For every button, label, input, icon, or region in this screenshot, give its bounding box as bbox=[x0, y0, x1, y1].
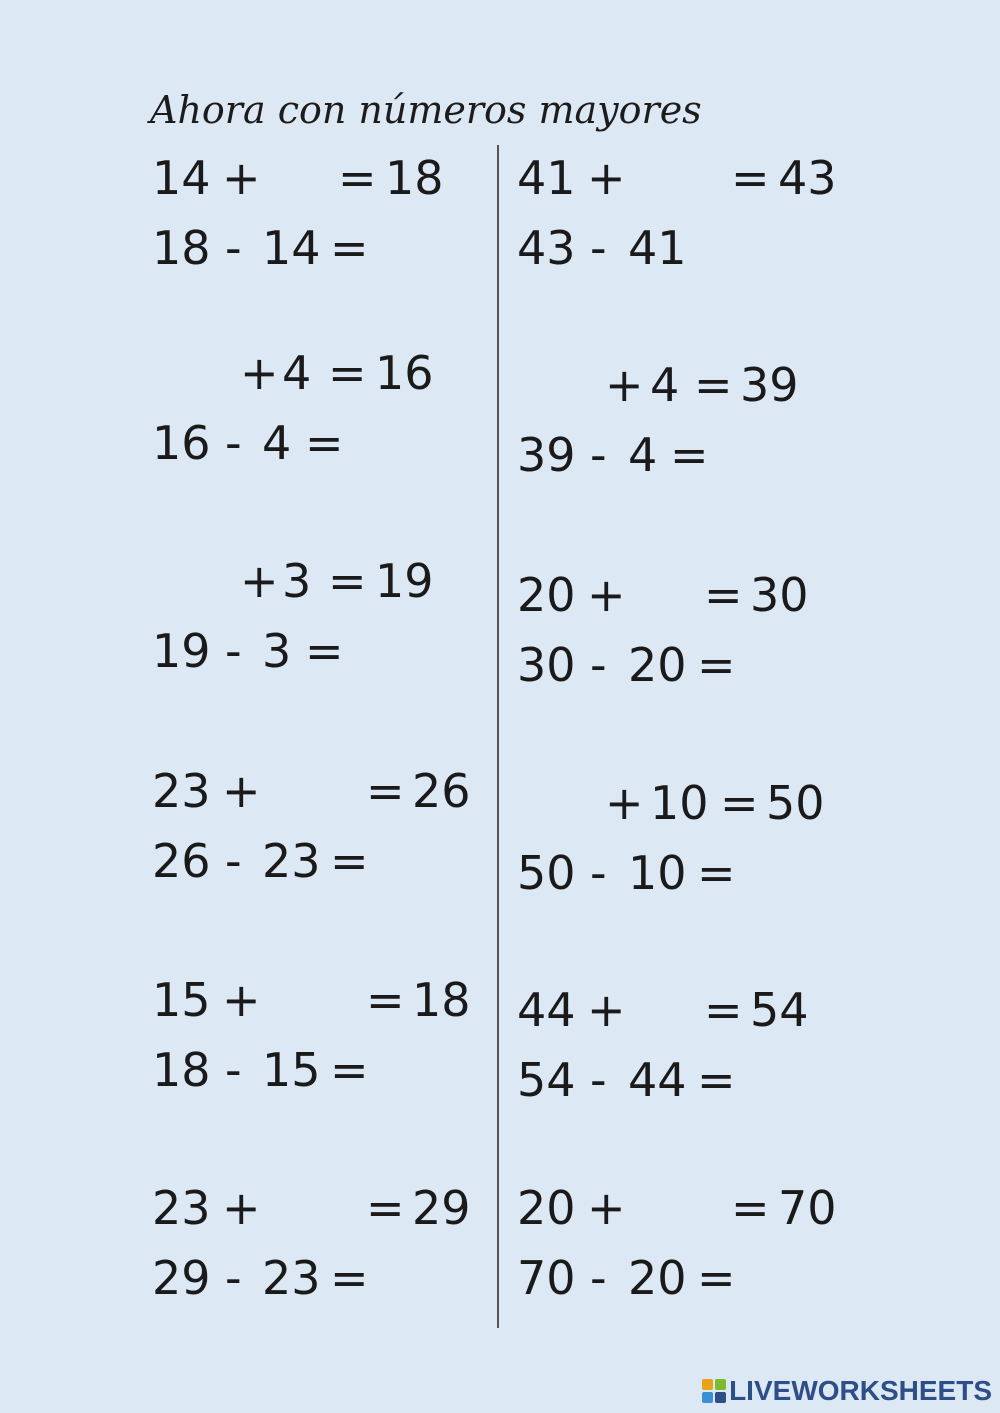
liveworksheets-logo bbox=[702, 1375, 992, 1407]
sum-value: 39 bbox=[740, 358, 799, 412]
equals-sign: = bbox=[330, 834, 369, 888]
minuend: 29 bbox=[152, 1251, 211, 1305]
plus-sign: + bbox=[222, 151, 261, 205]
subtrahend: 41 bbox=[628, 221, 687, 275]
sum-value: 26 bbox=[412, 764, 471, 818]
equals-sign: = bbox=[697, 1251, 736, 1305]
minuend: 18 bbox=[152, 1043, 211, 1097]
equals-sign: = bbox=[670, 428, 709, 482]
addend-first: 41 bbox=[517, 151, 576, 205]
subtrahend: 20 bbox=[628, 1251, 687, 1305]
minus-sign: - bbox=[590, 1053, 607, 1107]
logo-square bbox=[702, 1379, 713, 1390]
minus-sign: - bbox=[590, 428, 607, 482]
equals-sign: = bbox=[697, 638, 736, 692]
equals-sign: = bbox=[697, 846, 736, 900]
addend-second: 3 bbox=[282, 554, 312, 608]
minus-sign: - bbox=[225, 416, 242, 470]
subtrahend: 14 bbox=[262, 221, 321, 275]
equals-sign: = bbox=[704, 983, 743, 1037]
equals-sign: = bbox=[366, 1181, 405, 1235]
sum-value: 50 bbox=[766, 776, 825, 830]
logo-square bbox=[702, 1392, 713, 1403]
equals-sign: = bbox=[694, 358, 733, 412]
minus-sign: - bbox=[590, 846, 607, 900]
equals-sign: = bbox=[328, 346, 367, 400]
minus-sign: - bbox=[225, 1251, 242, 1305]
subtrahend: 23 bbox=[262, 834, 321, 888]
sum-value: 19 bbox=[375, 554, 434, 608]
minuend: 50 bbox=[517, 846, 576, 900]
equals-sign: = bbox=[328, 554, 367, 608]
minus-sign: - bbox=[225, 221, 242, 275]
logo-text: LIVEWORKSHEETS bbox=[729, 1375, 992, 1406]
subtrahend: 44 bbox=[628, 1053, 687, 1107]
minus-sign: - bbox=[590, 638, 607, 692]
minuend: 39 bbox=[517, 428, 576, 482]
column-divider bbox=[497, 145, 499, 1328]
equals-sign: = bbox=[731, 151, 770, 205]
minuend: 70 bbox=[517, 1251, 576, 1305]
plus-sign: + bbox=[605, 358, 644, 412]
plus-sign: + bbox=[240, 554, 279, 608]
minuend: 16 bbox=[152, 416, 211, 470]
sum-value: 43 bbox=[778, 151, 837, 205]
addend-second: 4 bbox=[650, 358, 680, 412]
equals-sign: = bbox=[731, 1181, 770, 1235]
addend-second: 4 bbox=[282, 346, 312, 400]
minuend: 54 bbox=[517, 1053, 576, 1107]
subtrahend: 23 bbox=[262, 1251, 321, 1305]
minuend: 18 bbox=[152, 221, 211, 275]
equals-sign: = bbox=[366, 973, 405, 1027]
minus-sign: - bbox=[225, 1043, 242, 1097]
minuend: 26 bbox=[152, 834, 211, 888]
minus-sign: - bbox=[590, 221, 607, 275]
sum-value: 18 bbox=[385, 151, 444, 205]
subtrahend: 3 bbox=[262, 624, 292, 678]
plus-sign: + bbox=[605, 776, 644, 830]
logo-square bbox=[715, 1379, 726, 1390]
equals-sign: = bbox=[366, 764, 405, 818]
equals-sign: = bbox=[305, 416, 344, 470]
subtrahend: 15 bbox=[262, 1043, 321, 1097]
plus-sign: + bbox=[222, 973, 261, 1027]
addend-first: 44 bbox=[517, 983, 576, 1037]
equals-sign: = bbox=[305, 624, 344, 678]
minus-sign: - bbox=[225, 834, 242, 888]
addend-first: 14 bbox=[152, 151, 211, 205]
subtrahend: 4 bbox=[628, 428, 658, 482]
plus-sign: + bbox=[587, 1181, 626, 1235]
equals-sign: = bbox=[330, 221, 369, 275]
minus-sign: - bbox=[225, 624, 242, 678]
minuend: 30 bbox=[517, 638, 576, 692]
subtrahend: 20 bbox=[628, 638, 687, 692]
addend-first: 23 bbox=[152, 1181, 211, 1235]
subtrahend: 4 bbox=[262, 416, 292, 470]
sum-value: 30 bbox=[750, 568, 809, 622]
sum-value: 16 bbox=[375, 346, 434, 400]
equals-sign: = bbox=[330, 1251, 369, 1305]
sum-value: 18 bbox=[412, 973, 471, 1027]
worksheet-title: Ahora con números mayores bbox=[150, 88, 702, 132]
subtrahend: 10 bbox=[628, 846, 687, 900]
equals-sign: = bbox=[704, 568, 743, 622]
plus-sign: + bbox=[222, 764, 261, 818]
liveworksheets-logo-icon bbox=[702, 1379, 726, 1403]
plus-sign: + bbox=[587, 151, 626, 205]
addend-second: 10 bbox=[650, 776, 709, 830]
plus-sign: + bbox=[587, 568, 626, 622]
plus-sign: + bbox=[587, 983, 626, 1037]
equals-sign: = bbox=[720, 776, 759, 830]
sum-value: 29 bbox=[412, 1181, 471, 1235]
equals-sign: = bbox=[697, 1053, 736, 1107]
addend-first: 20 bbox=[517, 568, 576, 622]
addend-first: 15 bbox=[152, 973, 211, 1027]
equals-sign: = bbox=[330, 1043, 369, 1097]
addend-first: 23 bbox=[152, 764, 211, 818]
plus-sign: + bbox=[222, 1181, 261, 1235]
plus-sign: + bbox=[240, 346, 279, 400]
equals-sign: = bbox=[338, 151, 377, 205]
sum-value: 54 bbox=[750, 983, 809, 1037]
minuend: 43 bbox=[517, 221, 576, 275]
sum-value: 70 bbox=[778, 1181, 837, 1235]
minus-sign: - bbox=[590, 1251, 607, 1305]
logo-square bbox=[715, 1392, 726, 1403]
minuend: 19 bbox=[152, 624, 211, 678]
addend-first: 20 bbox=[517, 1181, 576, 1235]
